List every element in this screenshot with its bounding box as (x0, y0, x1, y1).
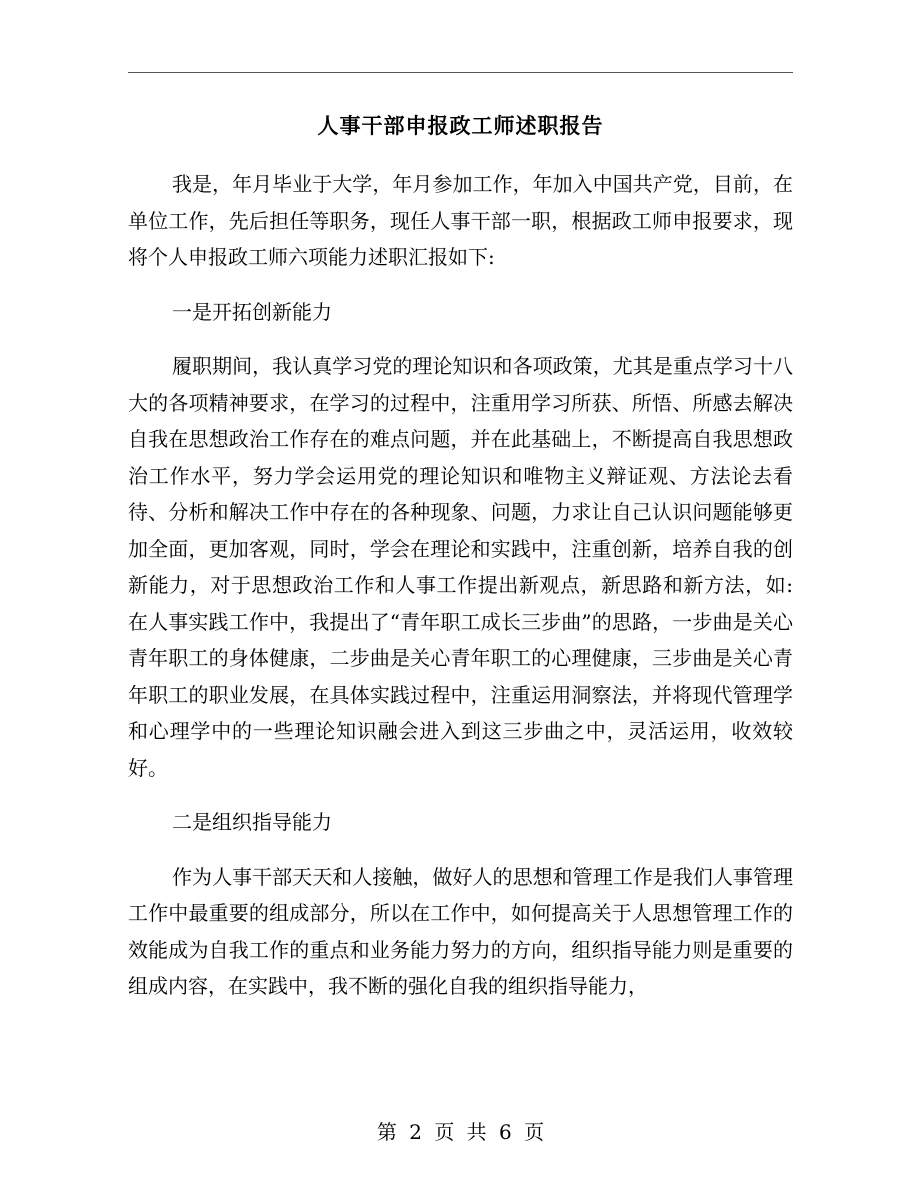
intro-paragraph: 我是，年月毕业于大学，年月参加工作，年加入中国共产党，目前，在单位工作，先后担任等职务，现任人事干部一职，根据政工师申报要求，现将个人申报政工师六项能力述职汇报如下: (128, 172, 793, 269)
page-number-footer: 第 2 页 共 6 页 (376, 1120, 545, 1144)
section-body-organization: 作为人事干部天天和人接触，做好人的思想和管理工作是我们人事管理工作中最重要的组成部分，所以在工作中，如何提高关于人思想管理工作的效能成为自我工作的重点和业务能力努力的方向，组织指导能力则是重要的组成内容，在实践中，我不断的强化自我的组织指导能力， (128, 864, 793, 998)
section-heading-innovation: 一是开拓创新能力 (172, 299, 332, 324)
section-body-innovation: 履职期间，我认真学习党的理论知识和各项政策，尤其是重点学习十八大的各项精神要求，在学习的过程中，注重用学习所获、所悟、所感去解决自我在思想政治工作存在的难点问题，并在此基础上，不断提高自我思想政治工作水平，努力学会运用党的理论知识和唯物主义辩证观、方法论去看待、分析和解决工作中存在的各种现象、问题，力求让自己认识问题能够更加全面，更加客观，同时，学会在理论和实践中，注重创新，培养自我的创新能力，对于思想政治工作和人事工作提出新观点，新思路和新方法，如:在人事实践工作中，我提出了“青年职工成长三步曲”的思路，一步曲是关心青年职工的身体健康，二步曲是关心青年职工的心理健康，三步曲是关心青年职工的职业发展，在具体实践过程中，注重运用洞察法，并将现代管理学和心理学中的一些理论知识融会进入到这三步曲之中，灵活运用，收效较好。 (128, 354, 793, 780)
section-heading-organization: 二是组织指导能力 (172, 810, 332, 834)
document-title: 人事干部申报政工师述职报告 (317, 113, 604, 138)
header-rule (128, 72, 793, 73)
document-body (128, 166, 793, 1023)
